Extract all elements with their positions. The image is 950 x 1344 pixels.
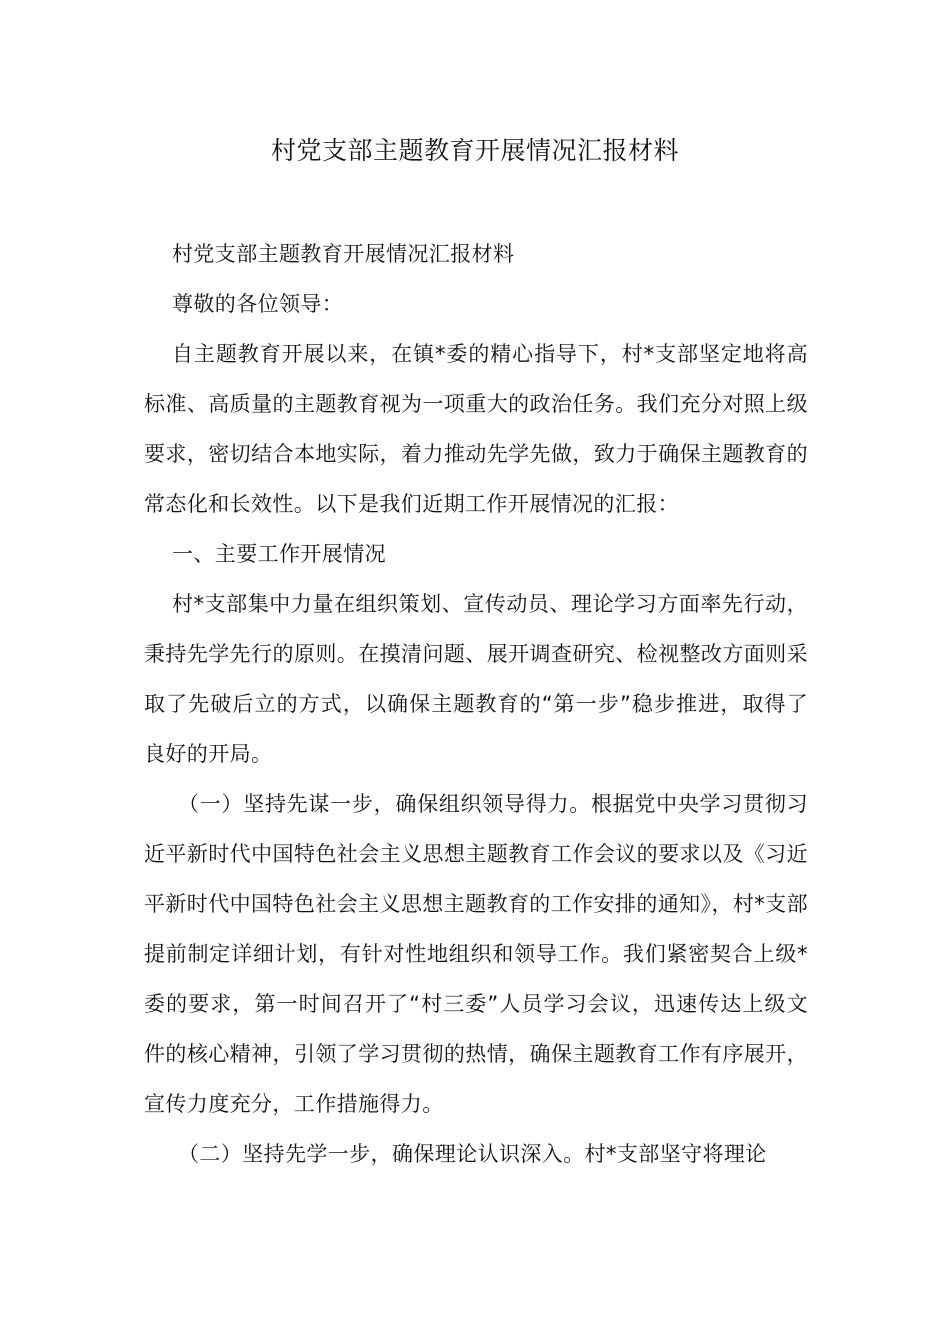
- section-intro-paragraph: 村*支部集中力量在组织策划、宣传动员、理论学习方面率先行动，秉持先学先行的原则。在摸清问题、展开调查研究、检视整改方面则采取了先破后立的方式，以确保主题教育的“第一步”稳步推进，取得了良好的开局。: [144, 592, 808, 766]
- body-heading-paragraph: 村党支部主题教育开展情况汇报材料: [172, 242, 515, 266]
- subsection-two-paragraph: （二）坚持先学一步，确保理论认识深入。村*支部坚守将理论: [178, 1142, 767, 1166]
- document-body: [144, 229, 808, 1179]
- subsection-one-paragraph: （一）坚持先谋一步，确保组织领导得力。根据党中央学习贯彻习近平新时代中国特色社会主义思想主题教育工作会议的要求以及《习近平新时代中国特色社会主义思想主题教育的工作安排的通知》，村*支部提前制定详细计划，有针对性地组织和领导工作。我们紧密契合上级*委的要求，第一时间召开了“村三委”人员学习会议，迅速传达上级文件的核心精神，引领了学习贯彻的热情，确保主题教育工作有序展开，宣传力度充分，工作措施得力。: [144, 792, 808, 1116]
- salutation-paragraph: 尊敬的各位领导：: [172, 292, 344, 316]
- section-heading: 一、主要工作开展情况: [172, 542, 386, 566]
- document-title: 村党支部主题教育开展情况汇报材料: [270, 136, 679, 165]
- intro-paragraph: 自主题教育开展以来，在镇*委的精心指导下，村*支部坚定地将高标准、高质量的主题教育视为一项重大的政治任务。我们充分对照上级要求，密切结合本地实际，着力推动先学先做，致力于确保主题教育的常态化和长效性。以下是我们近期工作开展情况的汇报：: [144, 342, 808, 516]
